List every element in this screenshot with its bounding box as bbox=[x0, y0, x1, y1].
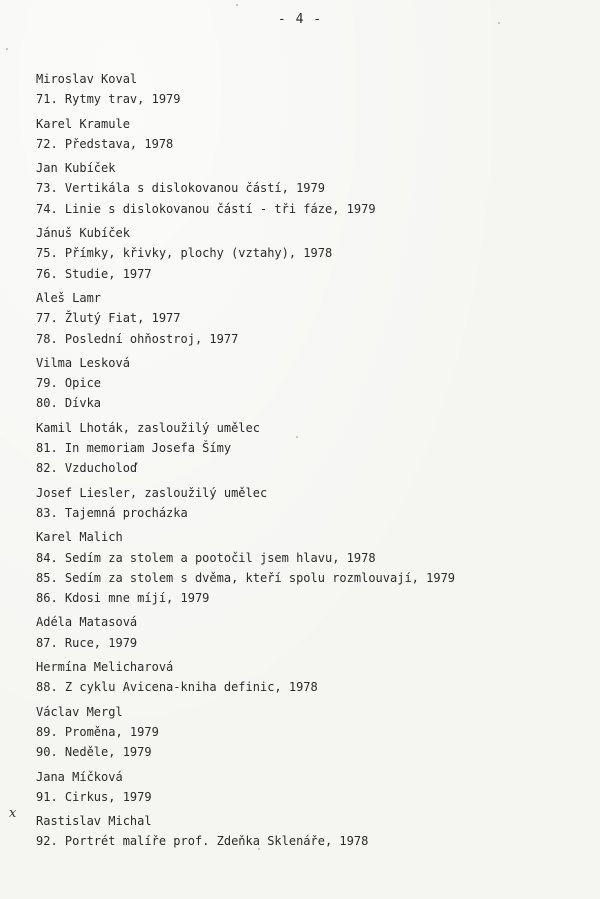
artist-name: Aleš Lamr bbox=[36, 290, 102, 305]
artist-entry bbox=[36, 418, 576, 479]
work-item: 75. Přímky, křivky, plochy (vztahy), 1978 bbox=[36, 246, 333, 261]
work-item: 81. In memoriam Josefa Šímy bbox=[36, 441, 232, 456]
artist-entry bbox=[36, 527, 576, 608]
artist-entry bbox=[36, 114, 576, 155]
scan-speck bbox=[258, 848, 260, 850]
artist-name: Jan Kubíček bbox=[36, 161, 116, 176]
work-item: 82. Vzducholoď bbox=[36, 461, 138, 476]
artist-entry bbox=[36, 158, 576, 219]
work-item: 73. Vertikála s dislokovanou částí, 1979 bbox=[36, 181, 325, 196]
scan-speck bbox=[498, 22, 500, 24]
artist-name: Václav Mergl bbox=[36, 704, 123, 719]
catalogue-list bbox=[36, 69, 576, 852]
artist-name: Karel Kramule bbox=[36, 116, 130, 131]
artist-entry bbox=[36, 612, 576, 653]
artist-entry bbox=[36, 702, 576, 763]
artist-name: Rastislav Michal bbox=[36, 814, 152, 829]
scan-speck bbox=[6, 48, 8, 50]
artist-entry bbox=[36, 353, 576, 414]
work-item: 76. Studie, 1977 bbox=[36, 266, 152, 281]
artist-name: Jana Míčková bbox=[36, 769, 123, 784]
artist-entry bbox=[36, 767, 576, 808]
work-item: 77. Žlutý Fiat, 1977 bbox=[36, 311, 181, 326]
scan-speck bbox=[296, 436, 298, 438]
work-item: 71. Rytmy trav, 1979 bbox=[36, 92, 181, 107]
work-item: 85. Sedím za stolem s dvěma, kteří spolu rozmlouvají, 1979 bbox=[36, 570, 456, 585]
artist-name: Vilma Lesková bbox=[36, 355, 130, 370]
artist-name: Hermína Melicharová bbox=[36, 660, 174, 675]
artist-name: Kamil Lhoták, zasloužilý umělec bbox=[36, 420, 260, 435]
page-number: - 4 - bbox=[277, 12, 323, 27]
work-item: 91. Cirkus, 1979 bbox=[36, 789, 152, 804]
margin-mark: x bbox=[9, 806, 17, 821]
work-item: 78. Poslední ohňostroj, 1977 bbox=[36, 331, 239, 346]
work-item: 74. Linie s dislokovanou částí - tři fáze, 1979 bbox=[36, 201, 376, 216]
artist-entry bbox=[36, 811, 576, 852]
scan-speck bbox=[236, 4, 238, 6]
work-item: 86. Kdosi mne míjí, 1979 bbox=[36, 591, 210, 606]
artist-entry bbox=[36, 223, 576, 284]
work-item: 84. Sedím za stolem a pootočil jsem hlavu, 1978 bbox=[36, 550, 376, 565]
work-item: 72. Představa, 1978 bbox=[36, 136, 174, 151]
artist-entry bbox=[36, 657, 576, 698]
work-item: 92. Portrét malíře prof. Zdeňka Sklenáře, 1978 bbox=[36, 834, 369, 849]
artist-name: Miroslav Koval bbox=[36, 72, 138, 86]
artist-entry bbox=[36, 288, 576, 349]
artist-name: Jánuš Kubíček bbox=[36, 226, 130, 241]
artist-entry bbox=[36, 69, 576, 110]
work-item: 79. Opice bbox=[36, 376, 102, 391]
work-item: 87. Ruce, 1979 bbox=[36, 635, 138, 650]
artist-name: Karel Malich bbox=[36, 530, 123, 545]
work-item: 88. Z cyklu Avicena-kniha definic, 1978 bbox=[36, 680, 318, 695]
artist-entry bbox=[36, 483, 576, 524]
artist-name: Josef Liesler, zasloužilý umělec bbox=[36, 485, 268, 500]
artist-name: Adéla Matasová bbox=[36, 615, 138, 630]
work-item: 83. Tajemná procházka bbox=[36, 505, 188, 520]
work-item: 89. Proměna, 1979 bbox=[36, 724, 159, 739]
work-item: 90. Neděle, 1979 bbox=[36, 745, 152, 760]
work-item: 80. Dívka bbox=[36, 396, 102, 411]
